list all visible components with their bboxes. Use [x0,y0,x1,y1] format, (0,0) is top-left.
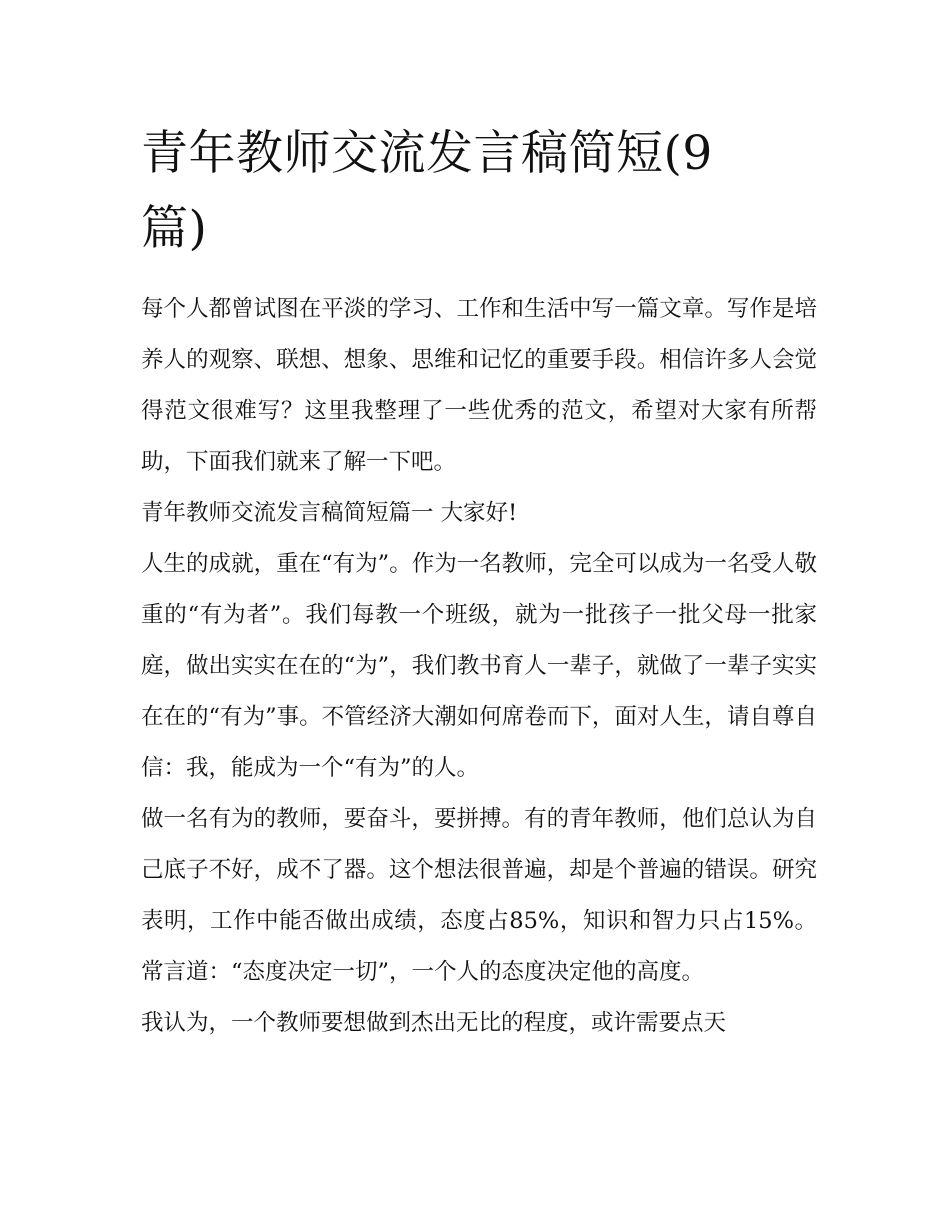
body-paragraph-attitude: 做一名有为的教师，要奋斗，要拼搏。有的青年教师，他们总认为自己底子不好，成不了器。这个想法很普遍，却是个普遍的错误。研究表明，工作中能否做出成绩，态度占85%，知识和智力只占15%。常言道：“态度决定一切”，一个人的态度决定他的高度。 [141,806,817,985]
document-title: 青年教师交流发言稿简短(9篇) [141,126,713,256]
body-paragraph-excellence: 我认为，一个教师要想做到杰出无比的程度，或许需要点天 [141,1010,727,1036]
section-heading-paragraph: 青年教师交流发言稿简短篇一 大家好! [141,500,518,526]
intro-paragraph: 每个人都曾试图在平淡的学习、工作和生活中写一篇文章。写作是培养人的观察、联想、想象、思维和记忆的重要手段。相信许多人会觉得范文很难写？这里我整理了一些优秀的范文，希望对大家有所帮助，下面我们就来了解一下吧。 [141,296,817,475]
body-paragraph-achievement: 人生的成就，重在“有为”。作为一名教师，完全可以成为一名受人敬重的“有为者”。我们每教一个班级，就为一批孩子一批父母一批家庭，做出实实在在的“为”，我们教书育人一辈子，就做了一辈子实实在在的“有为”事。不管经济大潮如何席卷而下，面对人生，请自尊自信：我，能成为一个“有为”的人。 [141,551,817,781]
document-body [141,116,817,1049]
